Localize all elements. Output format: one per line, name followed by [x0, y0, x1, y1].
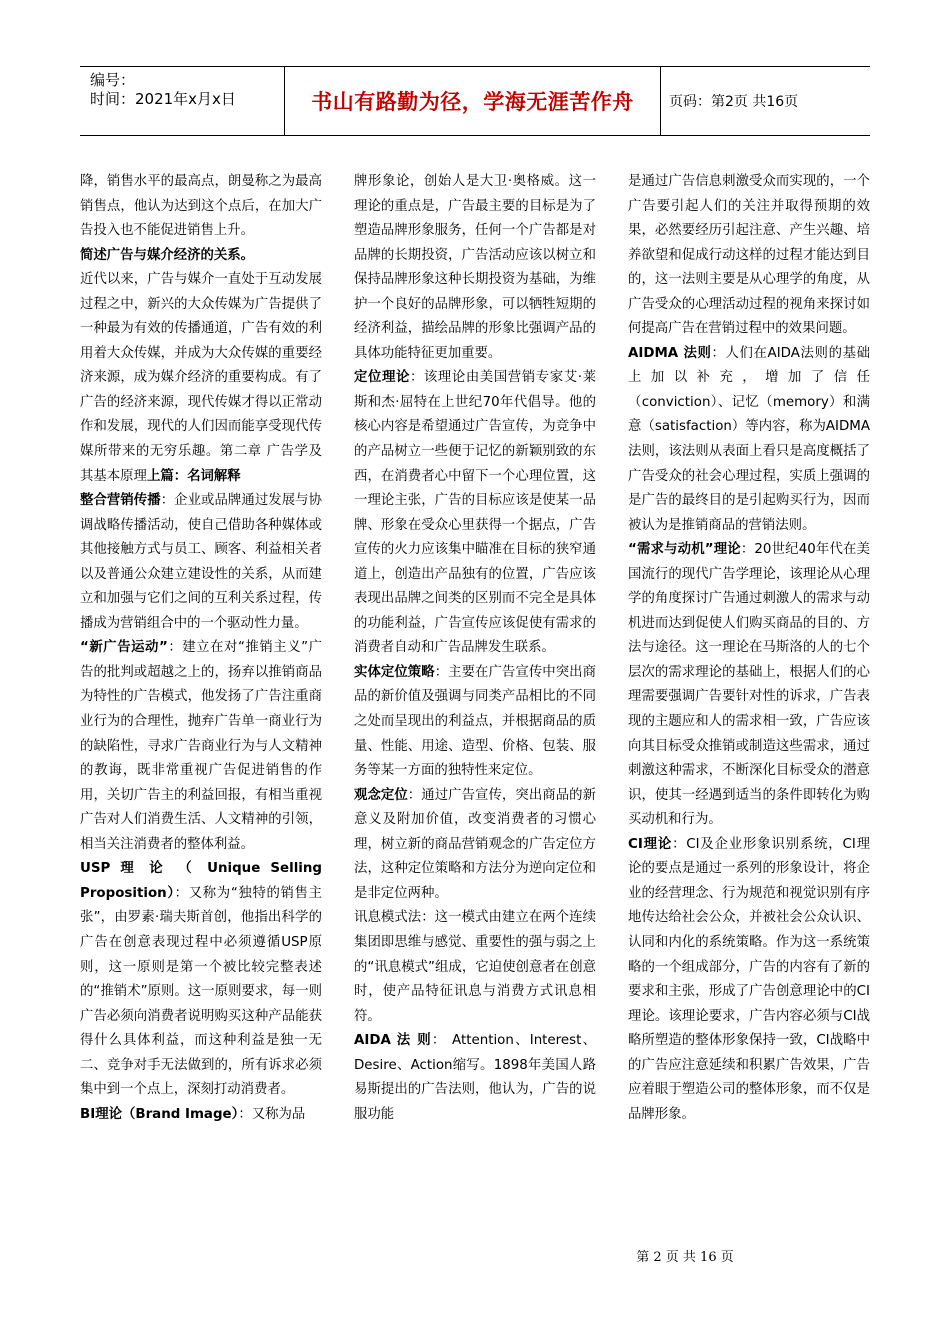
- term-title: “需求与动机”理论: [628, 542, 741, 558]
- text-column-1: [80, 170, 322, 1242]
- term-entry: CI理论：CI及企业形象识别系统，CI理论的要点是通过一系列的形象设计，将企业的经营理念、行为规范和视觉识别有序地传达给社会公众，并被社会公众认识、认同和内化的系统策略。作为这一系统策略的一个组成部分，广告的内容有了新的要求和主张，形成了广告创意理论中的CI理论。该理论要求，广告内容必须与CI战略所塑造的整体形象保持一致，CI战略中的广告应注意延续和积累广告效果，广告应着眼于塑造公司的整体形象，而不仅是品牌形象。: [628, 836, 870, 1122]
- term-title: 整合营销传播: [80, 493, 161, 509]
- page-footer: 第 2 页 共 16 页: [636, 1250, 734, 1265]
- paragraph: 是通过广告信息刺激受众而实现的，一个广告要引起人们的关注并取得预期的效果，必然要经历引起注意、产生兴趣、培养欲望和促成行动这样的过程才能达到目的，这一法则主要是从心理学的角度，从广告受众的心理活动过程的视角来探讨如何提高广告在营销过程中的效果问题。: [628, 174, 870, 337]
- term-title: 定位理论: [354, 370, 410, 386]
- term-entry: 整合营销传播：企业或品牌通过发展与协调战略传播活动，使自己借助各种媒体或其他接触方式与员工、顾客、利益相关者以及普通公众建立建设性的关系，从而建立和加强与它们之间的互利关系过程，传播成为营销组合中的一个驱动性力量。: [80, 493, 322, 631]
- term-entry: “需求与动机”理论：20世纪40年代在美国流行的现代广告学理论，该理论从心理学的角度探讨广告通过刺激人的需求与动机进而达到促使人们购买商品的目的、方法与途径。这一理论在马斯洛的人的七个层次的需求理论的基础上，根据人们的心理需要强调广告要针对性的诉求，广告表现的主题应和人的需求相一致，广告应该向其目标受众推销或制造这些需求，通过刺激这种需求，不断深化目标受众的潜意识，使其一经遇到适当的条件即转化为购买动机和行为。: [628, 542, 870, 828]
- header-motto: 书山有路勤为径，学海无涯苦作舟: [285, 67, 661, 135]
- term-title: 实体定位策略: [354, 664, 435, 680]
- term-entry: 观念定位：通过广告宣传，突出商品的新意义及附加价值，改变消费者的习惯心理，树立新的商品营销观念的广告定位方法，这种定位策略和方法分为逆向定位和是非定位两种。: [354, 787, 596, 901]
- term-entry: 实体定位策略：主要在广告宣传中突出商品的新价值及强调与同类产品相比的不同之处而呈现出的利益点，并根据商品的质量、性能、用途、造型、价格、包装、服务等某一方面的独特性来定位。: [354, 664, 596, 779]
- header-page-info: 页码：第2页 共16页: [669, 94, 799, 110]
- term-entry: USP 理 论 （ Unique Selling Proposition）：又称为“独特的销售主张”，由罗素·瑞夫斯首创，他指出科学的广告在创意表现过程中必须遵循USP原则，这一原则是第一个被比较完整表述的“推销术”原则。这一原则要求，每一则广告必须向消费者说明购买这种产品能获得什么具体利益，而这种利益是独一无二、竞争对手无法做到的，所有诉求必须集中到一个点上，深刻打动消费者。: [80, 861, 322, 1098]
- term-entry: BI理论（Brand Image）：又称为品: [80, 1106, 306, 1122]
- paragraph: 牌形象论，创始人是大卫·奥格威。这一理论的重点是，广告最主要的目标是为了塑造品牌形象服务，任何一个广告都是对品牌的长期投资，广告活动应该以树立和保持品牌形象这种长期投资为基础，为维护一个良好的品牌形象，可以牺牲短期的经济利益，描绘品牌的形象比强调产品的具体功能特征更加重要。: [354, 174, 596, 361]
- paragraph: 降，销售水平的最高点，朗曼称之为最高销售点，他认为达到这个点后，在加大广告投入也不能促进销售上升。: [80, 174, 322, 239]
- term-title: AIDA 法 则: [354, 1033, 432, 1049]
- paragraph: 讯息模式法：这一模式由建立在两个连续集团即思维与感觉、重要性的强与弱之上的“讯息模式”组成，它迫使创意者在创意时，使产品特征讯息与消费方式讯息相符。: [354, 910, 596, 1024]
- time-label: 时间：2021年x月x日: [90, 90, 236, 108]
- text-column-2: [354, 170, 596, 1242]
- term-title: CI理论: [628, 836, 673, 852]
- header-meta: [80, 67, 285, 135]
- term-title: “新广告运动”: [80, 640, 168, 656]
- section-heading: 简述广告与媒介经济的关系。: [80, 247, 255, 263]
- term-title: AIDMA 法则: [628, 345, 712, 361]
- paragraph: 近代以来，广告与媒介一直处于互动发展过程之中，新兴的大众传媒为广告提供了一种最为有效的传播通道，广告有效的利用着大众传媒，并成为大众传媒的重要经济来源，成为媒介经济的重要构成。有了广告的经济来源，现代传媒才得以正常动作和发展，现代的人们因而能享受现代传媒所带来的无穷乐趣。第二章 广告学及其基本原理上篇：名词解释: [80, 272, 322, 484]
- term-title: USP 理 论 （ Unique Selling Proposition）: [80, 861, 322, 901]
- term-entry: AIDMA 法则：人们在AIDA法则的基础上加以补充，增加了信任（conviction）、记忆（memory）和满意（satisfaction）等内容，称为AIDMA法则，该法则从表面上看只是高度概括了广告受众的社会心理过程，实质上强调的是广告的最终目的是引起购买行为，因而被认为是推销商品的营销法则。: [628, 345, 870, 533]
- number-label: 编号：: [90, 71, 136, 89]
- page-header: [80, 66, 870, 136]
- section-heading: 上篇：名词解释: [146, 468, 241, 484]
- term-entry: 定位理论：该理论由美国营销专家艾·莱斯和杰·屈特在上世纪70年代倡导。他的核心内容是希望通过广告宣传，为竞争中的产品树立一些便于记忆的新颖别致的东西，在消费者心中留下一个心理位置，这一理论主张，广告的目标应该是使某一品牌、形象在受众心里获得一个据点，广告宣传的火力应该集中瞄准在目标的狭窄通道上，创造出产品独有的位置，广告应该表现出品牌之间类的区别而不完全是具体的功能利益，广告宣传应该促使有需求的消费者自动和广告品牌发生联系。: [354, 370, 596, 656]
- term-title: 观念定位: [354, 787, 408, 803]
- term-entry: AIDA 法 则： Attention、Interest、Desire、Action缩写。1898年美国人路易斯提出的广告法则，他认为，广告的说服功能: [354, 1033, 596, 1122]
- text-column-3: [628, 170, 870, 1242]
- term-title: BI理论（Brand Image）: [80, 1106, 239, 1122]
- term-entry: “新广告运动”：建立在对“推销主义”广告的批判或超越之上的，扬弃以推销商品为特性的广告模式，他发扬了广告注重商业行为的合理性，抛弃广告单一商业行为的缺陷性，寻求广告商业行为与人文精神的教诲，既非常重视广告促进销售的作用，关切广告主的利益回报，有相当重视广告对人们消费生活、人文精神的引领，相当关注消费者的整体利益。: [80, 640, 322, 852]
